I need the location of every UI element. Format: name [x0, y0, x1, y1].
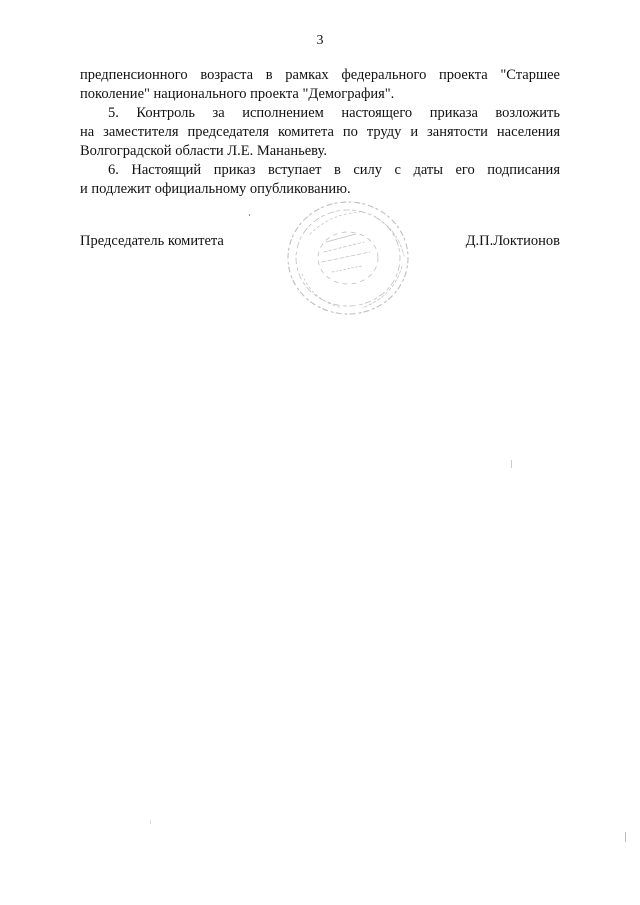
paragraph-6: [80, 161, 560, 199]
text-line: предпенсионного возраста в рамках федерального проекта "Старшее: [80, 67, 560, 83]
signatory-position: Председатель комитета: [80, 233, 224, 249]
text-line: 6. Настоящий приказ вступает в силу с даты его подписания: [108, 162, 560, 178]
text-line: 5. Контроль за исполнением настоящего приказа возложить: [108, 105, 560, 121]
signatory-name: Д.П.Локтионов: [465, 233, 560, 249]
scan-speck: [249, 214, 250, 216]
signature-row: [80, 233, 560, 250]
scan-speck: [625, 832, 626, 842]
text-line: на заместителя председателя комитета по труду и занятости населения: [80, 124, 560, 140]
official-seal-stamp: [282, 196, 414, 320]
text-line: Волгоградской области Л.Е. Мананьеву.: [80, 143, 327, 159]
paragraph-continued: [80, 66, 560, 104]
paragraph-5: [80, 104, 560, 161]
page-number: 3: [316, 33, 324, 48]
text-line: поколение" национального проекта "Демография".: [80, 86, 395, 102]
scan-speck: [511, 460, 512, 468]
document-body: [80, 66, 560, 199]
scan-speck: [150, 820, 151, 824]
text-line: и подлежит официальному опубликованию.: [80, 181, 351, 197]
